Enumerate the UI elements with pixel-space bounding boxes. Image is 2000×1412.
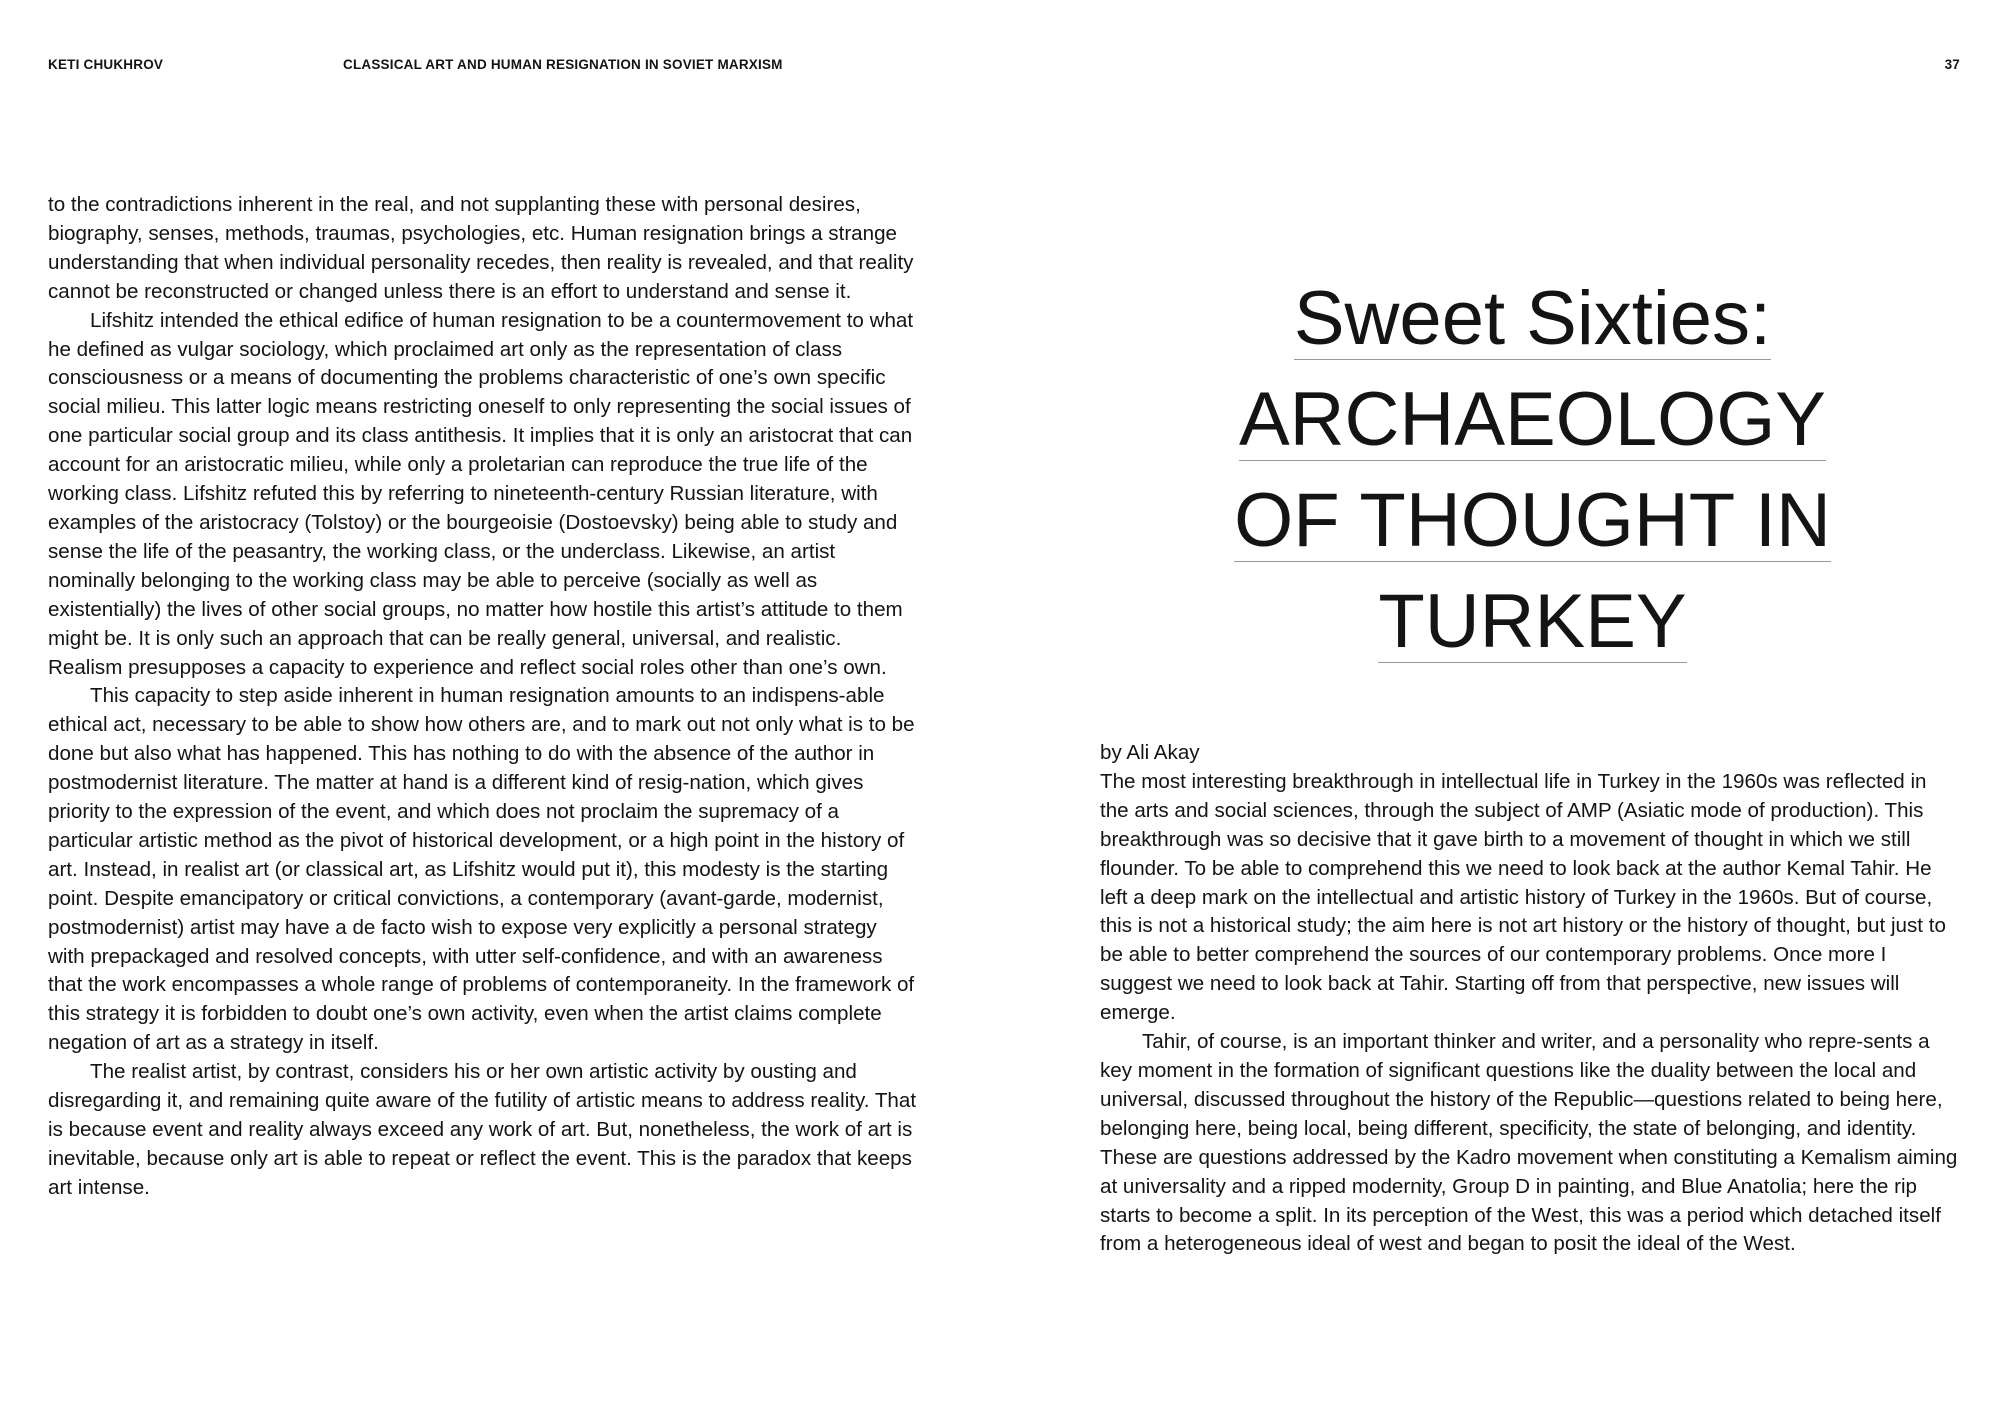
article-title-line: ARCHAEOLOGY: [1238, 377, 1827, 462]
article-title-line: TURKEY: [1378, 579, 1687, 664]
running-head-essay-title: CLASSICAL ART AND HUMAN RESIGNATION IN SOVIET MARXISM: [343, 57, 783, 72]
body-paragraph: to the contradictions inherent in the real, and not supplanting these with personal desires, biography, senses, methods, traumas, psychologies, etc. Human resignation brings a strange understanding that when individual personality recedes, then reality is revealed, and that reality cannot be reconstructed or changed unless there is an effort to understand and sense it.: [48, 193, 914, 303]
body-paragraph: Tahir, of course, is an important thinker and writer, and a personality who repre-sents a key moment in the formation of significant questions like the duality between the local and universal, discussed throughout the history of the Republic—questions related to being here, belonging here, being local, being different, specificity, the state of belonging, and identity. These are questions addressed by the Kadro movement when constituting a Kemalism aiming at universality and a ripped modernity, Group D in painting, and Blue Anatolia; here the rip starts to become a split. In its perception of the West, this was a period which detached itself from a heterogeneous ideal of west and began to posit the ideal of the West.: [1100, 1030, 1958, 1256]
article-byline: by Ali Akay: [1100, 741, 1200, 764]
body-paragraph: This capacity to step aside inherent in human resignation amounts to an indispens-able ethical act, necessary to be able to show how others are, and to mark out not only what is to be done but also what has happened. This has nothing to do with the absence of the author in postmodernist literature. The matter at hand is a different kind of resig-nation, which gives priority to the expression of the event, and which does not proclaim the supremacy of a particular artistic method as the pivot of historical development, or a high point in the history of art. Instead, in realist art (or classical art, as Lifshitz would put it), this modesty is the starting point. Despite emancipatory or critical convictions, a contemporary (avant-garde, modernist, postmodernist) artist may have a de facto wish to expose very explicitly a personal strategy with prepackaged and resolved concepts, with utter self-confidence, and with an awareness that the work encompasses a whole range of problems of contemporaneity. In the framework of this strategy it is forbidden to doubt one’s own activity, even when the artist claims complete negation of art as a strategy in itself.: [48, 684, 915, 1055]
body-paragraph: The most interesting breakthrough in intellectual life in Turkey in the 1960s was reflected in the arts and social sciences, through the subject of AMP (Asiatic mode of production). This breakthrough was so decisive that it gave birth to a movement of thought in which we still flounder. To be able to comprehend this we need to look back at the author Kemal Tahir. He left a deep mark on the intellectual and artistic history of Turkey in the 1960s. But of course, this is not a historical study; the aim here is not art history or the history of thought, but just to be able to better comprehend the sources of our contemporary problems. Once more I suggest we need to look back at Tahir. Starting off from that perspective, new issues will emerge.: [1100, 769, 1946, 1025]
body-paragraph: Lifshitz intended the ethical edifice of human resignation to be a countermovement to what he defined as vulgar sociology, which proclaimed art only as the representation of class consciousness or a means of documenting the problems characteristic of one’s own specific social milieu. This latter logic means restricting oneself to only representing the social issues of one particular social group and its class antithesis. It implies that it is only an aristocrat that can account for an aristocratic milieu, while only a proletarian can reproduce the true life of the working class. Lifshitz refuted this by referring to nineteenth-century Russian literature, with examples of the aristocracy (Tolstoy) or the bourgeoisie (Dostoevsky) being able to study and sense the life of the peasantry, the working class, or the underclass. Likewise, an artist nominally belonging to the working class may be able to perceive (socially as well as existentially) the lives of other social groups, no matter how hostile this artist’s attitude to them might be. It is only such an approach that can be really general, universal, and realistic. Realism presupposes a capacity to experience and reflect social roles other than one’s own.: [48, 308, 914, 679]
article-title-line: OF THOUGHT IN: [1234, 478, 1831, 563]
right-column-text: [1100, 739, 1960, 1259]
article-title-line: Sweet Sixties:: [1293, 276, 1772, 361]
body-paragraph: The realist artist, by contrast, considers his or her own artistic activity by ousting and disregarding it, and remaining quite aware of the futility of artistic means to address reality. That is because event and reality always exceed any work of art. But, nonetheless, the work of art is inevitable, because only art is able to repeat or reflect the event. This is the paradox that keeps art intense.: [48, 1060, 917, 1199]
page-number: 37: [1944, 57, 1960, 72]
article-title: [1160, 268, 1905, 672]
running-head-author: KETI CHUKHROV: [48, 57, 164, 72]
left-column-text: [48, 191, 918, 1203]
